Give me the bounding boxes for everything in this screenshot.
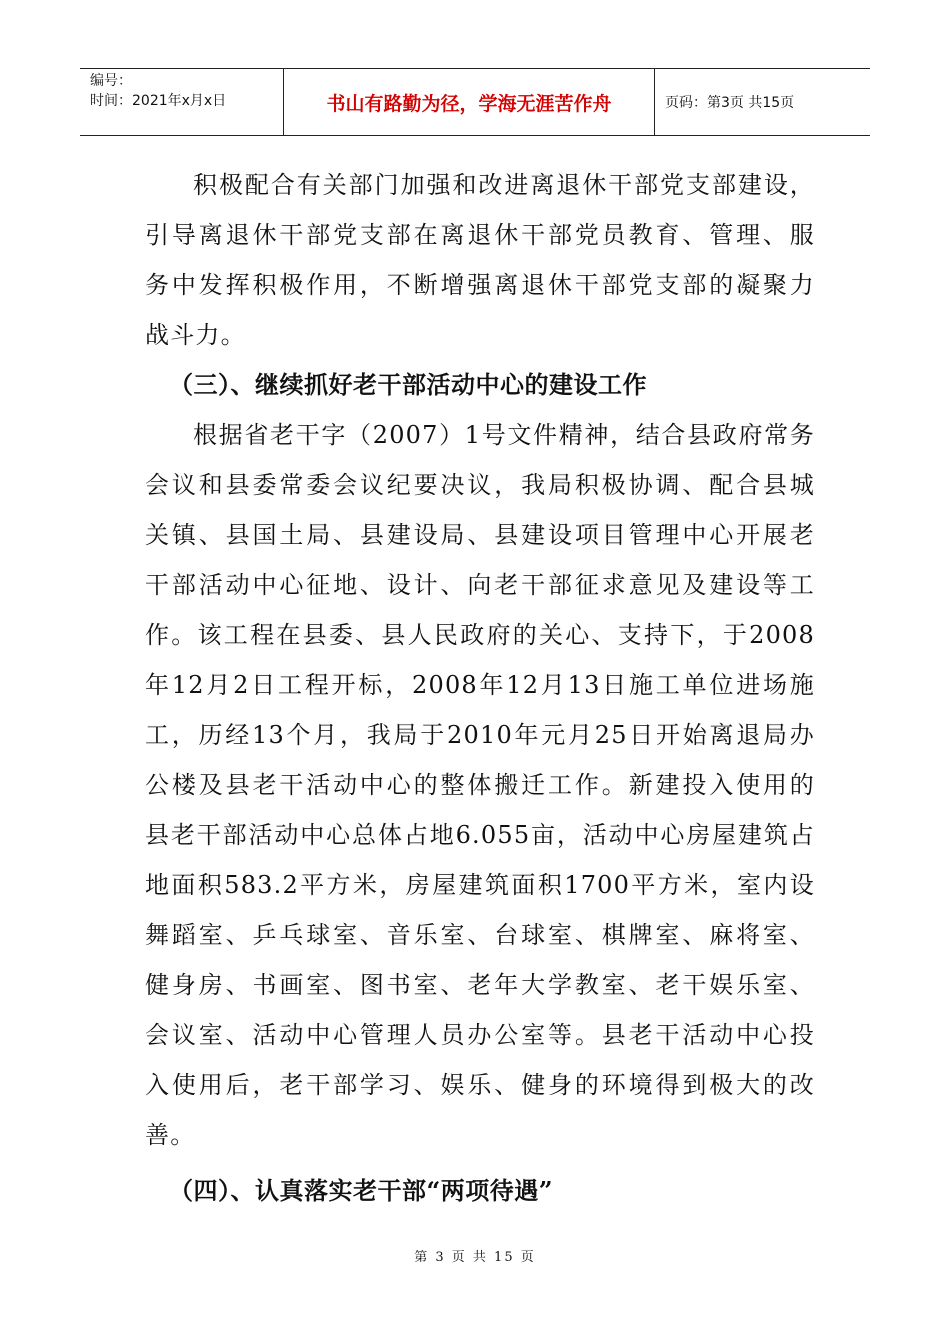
header-meta-cell [80, 69, 284, 135]
text-line: 战斗力。 [145, 321, 246, 349]
text-line: 干部活动中心征地、设计、向老干部征求意见及建设等工 [145, 571, 815, 599]
text-line: 年12月2日工程开标，2008年12月13日施工单位进场施 [145, 671, 815, 699]
text-line: 会议和县委常委会议纪要决议，我局积极协调、配合县城 [145, 471, 815, 499]
document-body [145, 160, 815, 1216]
text-line: 会议室、活动中心管理人员办公室等。县老干活动中心投 [145, 1021, 815, 1049]
text-line: 善。 [145, 1121, 196, 1149]
text-line: 引导离退休干部党支部在离退休干部党员教育、管理、服 [145, 221, 815, 249]
text-line: 关镇、县国土局、县建设局、县建设项目管理中心开展老 [145, 521, 815, 549]
text-line: 根据省老干字（2007）1号文件精神，结合县政府常务 [193, 421, 815, 449]
text-line: 工，历经13个月，我局于2010年元月25日开始离退局办 [145, 721, 815, 749]
section-heading-4: （四）、认真落实老干部“两项待遇” [169, 1176, 554, 1205]
header-table [80, 68, 870, 136]
header-motto: 书山有路勤为径，学海无涯苦作舟 [284, 69, 655, 135]
text-line: 地面积583.2平方米，房屋建筑面积1700平方米，室内设 [145, 871, 815, 899]
section-heading-3: （三）、继续抓好老干部活动中心的建设工作 [169, 370, 647, 399]
time-label: 时间：2021年x月x日 [90, 93, 227, 109]
text-line: 积极配合有关部门加强和改进离退休干部党支部建设， [193, 171, 815, 199]
text-line: 入使用后，老干部学习、娱乐、健身的环境得到极大的改 [145, 1071, 815, 1099]
text-line: 县老干部活动中心总体占地6.055亩，活动中心房屋建筑占 [145, 821, 815, 849]
header-page-info: 页码：第3页 共15页 [665, 95, 795, 111]
text-line: 作。该工程在县委、县人民政府的关心、支持下，于2008 [145, 621, 815, 649]
text-line: 公楼及县老干活动中心的整体搬迁工作。新建投入使用的 [145, 771, 815, 799]
text-line: 务中发挥积极作用，不断增强离退休干部党支部的凝聚力 [145, 271, 815, 299]
text-line: 健身房、书画室、图书室、老年大学教室、老干娱乐室、 [145, 971, 815, 999]
text-line: 舞蹈室、乒乓球室、音乐室、台球室、棋牌室、麻将室、 [145, 921, 815, 949]
page-footer: 第 3 页 共 15 页 [414, 1250, 536, 1265]
number-label: 编号： [90, 73, 132, 89]
